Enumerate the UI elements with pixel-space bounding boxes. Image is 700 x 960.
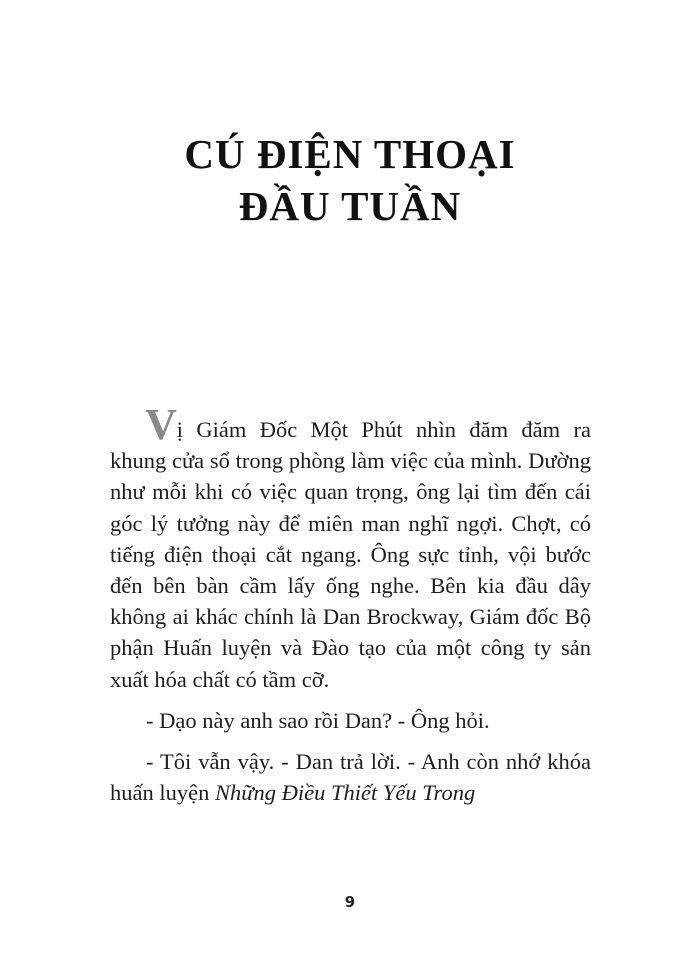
paragraph-opening bbox=[110, 400, 591, 695]
paragraph-dialog-answer-text: - Tôi vẫn vậy. - Dan trả lời. - Anh còn nhớ khóa huấn luyện bbox=[110, 749, 591, 806]
drop-cap-wrapper bbox=[110, 400, 177, 449]
paragraph-dialog-answer bbox=[110, 746, 591, 808]
chapter-body bbox=[110, 400, 591, 808]
chapter-title-line-1: CÚ ĐIỆN THOẠI bbox=[184, 131, 516, 177]
paragraph-dialog-question: - Dạo này anh sao rồi Dan? - Ông hỏi. bbox=[146, 707, 490, 733]
page-number: 9 bbox=[344, 893, 356, 911]
paragraph-opening-text: ị Giám Đốc Một Phút nhìn đăm đăm ra khung cửa sổ trong phòng làm việc của mình. Dường như mỗi khi có việc quan trọng, ông lại tìm đến cái góc lý tưởng này để miên man nghĩ ngợi. Chợt, có tiếng điện thoại cắt ngang. Ông sực tỉnh, vội bước đến bên bàn cầm lấy ống nghe. Bên kia đầu dây không ai khác chính là Dan Brockway, Giám đốc Bộ phận Huấn luyện và Đào tạo của một công ty sản xuất hóa chất có tầm cỡ. bbox=[110, 417, 591, 692]
chapter-title-line-2: ĐẦU TUẦN bbox=[238, 183, 462, 229]
chapter-title bbox=[0, 128, 700, 232]
course-title-italic: Những Điều Thiết Yếu Trong bbox=[214, 780, 476, 806]
drop-cap: V bbox=[145, 400, 177, 449]
